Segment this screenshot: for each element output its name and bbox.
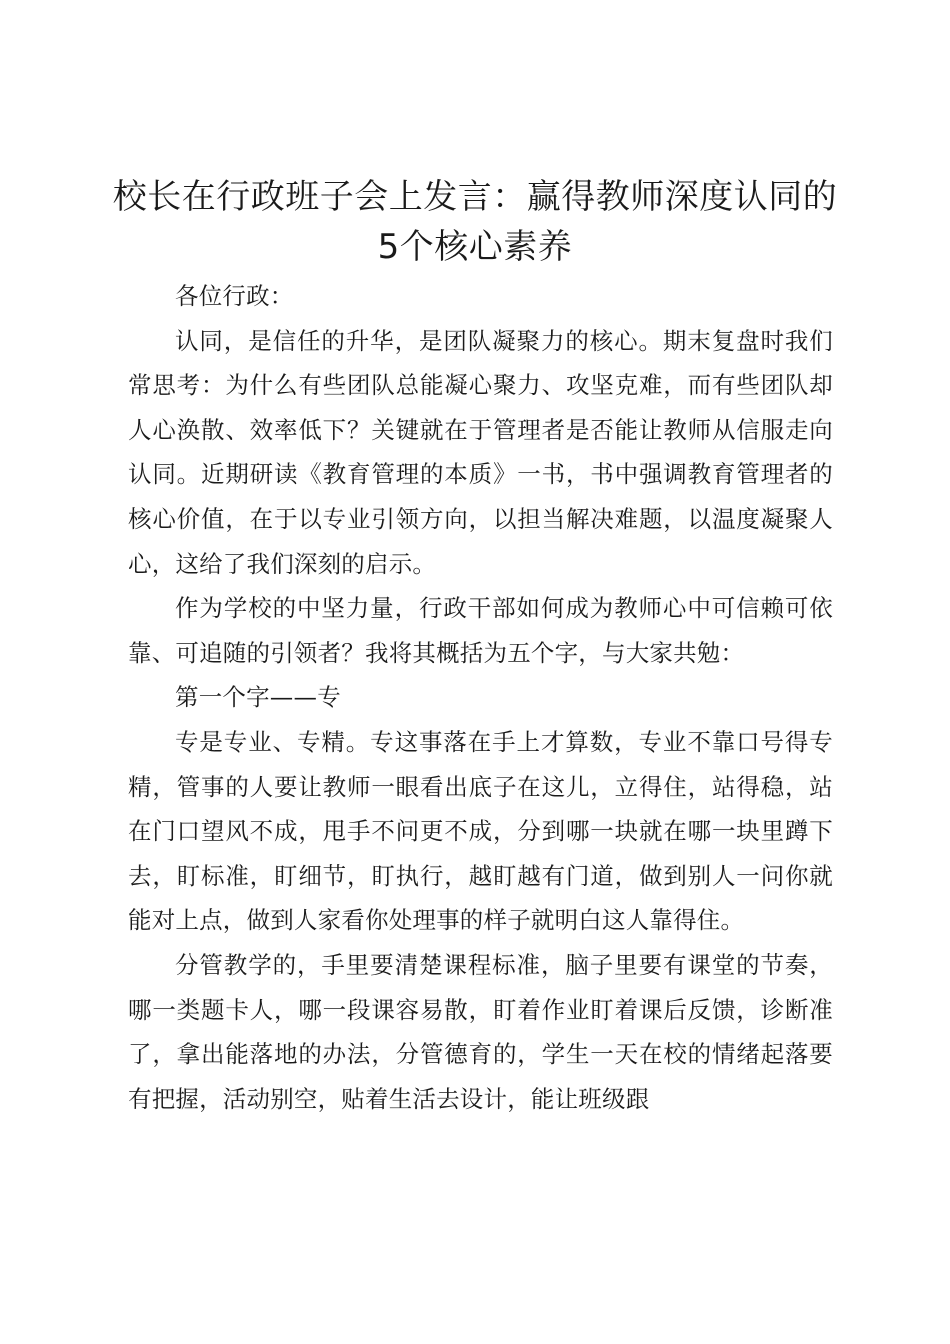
document-title: 校长在行政班子会上发言：赢得教师深度认同的5个核心素养 (112, 177, 838, 267)
salutation: 各位行政： (175, 282, 294, 310)
paragraph-purpose: 作为学校的中坚力量，行政干部如何成为教师心中可信赖可依靠、可追随的引领者？我将其概括为五个字，与大家共勉： (128, 594, 833, 667)
paragraph-teaching: 分管教学的，手里要清楚课程标准，脑子里要有课堂的节奏，哪一类题卡人，哪一段课容易散，盯着作业盯着课后反馈，诊断准了，拿出能落地的办法，分管德育的，学生一天在校的情绪起落要有把握，活动别空，贴着生活去设计，能让班级跟 (128, 950, 833, 1113)
paragraph-professional: 专是专业、专精。专这事落在手上才算数，专业不靠口号得专精，管事的人要让教师一眼看出底子在这儿，立得住，站得稳，站在门口望风不成，甩手不问更不成，分到哪一块就在哪一块里蹲下去，盯标准，盯细节，盯执行，越盯越有门道，做到别人一问你就能对上点，做到人家看你处理事的样子就明白这人靠得住。 (128, 727, 833, 935)
document-body (128, 274, 833, 1121)
paragraph-intro: 认同，是信任的升华，是团队凝聚力的核心。期末复盘时我们常思考：为什么有些团队总能凝心聚力、攻坚克难，而有些团队却人心涣散、效率低下？关键就在于管理者是否能让教师从信服走向认同。近期研读《教育管理的本质》一书，书中强调教育管理者的核心价值，在于以专业引领方向，以担当解决难题，以温度凝聚人心，这给了我们深刻的启示。 (128, 326, 833, 578)
section-heading: 第一个字——专 (175, 683, 341, 712)
